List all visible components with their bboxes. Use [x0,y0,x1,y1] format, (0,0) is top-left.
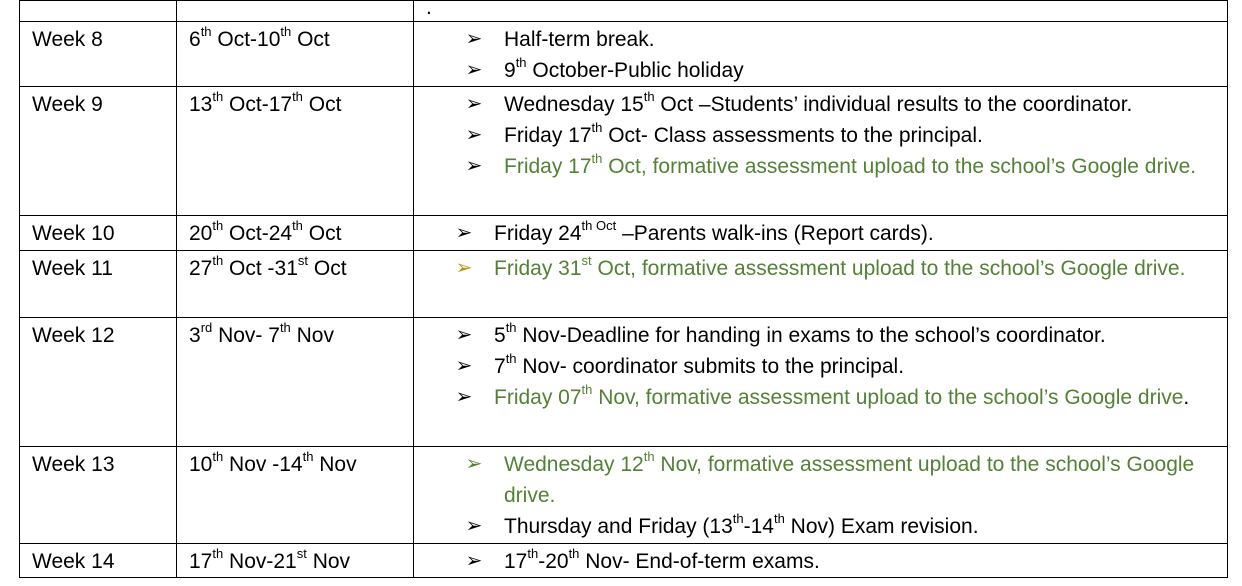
date-range: 10th Nov -14th Nov [189,449,357,476]
event-item [414,320,1227,351]
superscript: th [591,151,603,166]
event-item [414,218,1227,249]
superscript: th [505,351,517,366]
superscript: st [581,253,592,268]
event-text: Half-term break. [504,28,655,51]
superscript: th [527,546,539,561]
arrow-bullet-icon: ➢ [465,550,483,572]
superscript: st [297,253,309,268]
date-range: 13th Oct-17th Oct [189,89,342,116]
table-row [20,447,1228,544]
event-item [414,120,1227,151]
superscript: th [591,120,603,135]
cell-dates [177,1,414,22]
event-item [414,55,1227,86]
event-item [414,449,1227,511]
date-range: 3rd Nov- 7th Nov [189,320,334,347]
cell-dot: . [426,0,432,19]
event-text: 9th October-Public holiday [504,55,744,82]
superscript: th [732,511,744,526]
cell-events [414,318,1228,447]
arrow-bullet-icon: ➢ [465,93,483,115]
event-text: Friday 31st Oct, formative assessment upload to the school’s Google drive. [494,253,1186,280]
cell-dates [177,318,414,447]
cell-week [20,1,177,22]
superscript: th [212,89,224,104]
superscript: th [643,449,655,464]
superscript: th Oct [581,218,617,233]
cell-events [414,22,1228,87]
superscript: th [581,382,593,397]
week-label: Week 10 [32,222,115,245]
superscript: st [296,546,307,561]
event-item [414,89,1227,120]
arrow-bullet-icon: ➢ [455,222,473,244]
event-text: Wednesday 15th Oct –Students’ individual results to the coordinator. [504,89,1133,116]
cell-events [414,87,1228,216]
cell-events [414,447,1228,544]
arrow-bullet-icon: ➢ [465,453,483,475]
schedule-table-body [20,1,1228,578]
arrow-bullet-icon: ➢ [465,124,483,146]
table-row [20,318,1228,447]
cell-events [414,1,1228,22]
table-row [20,22,1228,87]
arrow-bullet-icon: ➢ [455,324,473,346]
cell-dates [177,544,414,578]
cell-week [20,22,177,87]
cell-dates [177,87,414,216]
event-text: Friday 17th Oct, formative assessment upload to the school’s Google drive. [504,151,1197,178]
cell-dates [177,447,414,544]
table-row [20,544,1228,578]
date-range: 17th Nov-21st Nov [189,546,351,573]
event-text: Thursday and Friday (13th-14th Nov) Exam revision. [504,511,979,538]
event-list [414,22,1227,86]
arrow-bullet-icon: ➢ [465,515,483,537]
schedule-table [19,0,1228,578]
cell-events [414,216,1228,251]
arrow-bullet-icon: ➢ [455,355,473,377]
event-list [414,216,1227,249]
event-item [414,546,1227,577]
superscript: th [643,89,655,104]
event-list [414,447,1227,542]
superscript: th [302,449,314,464]
superscript: th [773,511,785,526]
event-list [414,544,1227,577]
cell-dates [177,216,414,251]
event-item [414,511,1227,542]
cell-week [20,87,177,216]
cell-dates [177,251,414,318]
event-item [414,351,1227,382]
event-list [414,251,1227,284]
week-label: Week 12 [32,324,115,347]
superscript: th [515,55,527,70]
cell-events [414,251,1228,318]
superscript: th [212,253,224,268]
cell-week [20,447,177,544]
arrow-bullet-icon: ➢ [465,155,483,177]
superscript: th [212,546,224,561]
superscript: th [279,320,291,335]
event-item [414,151,1227,182]
superscript: th [280,24,292,39]
event-list [414,87,1227,182]
superscript: th [212,449,224,464]
superscript: th [292,218,303,233]
table-row [20,251,1228,318]
event-text: Friday 17th Oct- Class assessments to the principal. [504,120,983,147]
event-text: 7th Nov- coordinator submits to the principal. [494,351,905,378]
table-row [20,87,1228,216]
superscript: th [200,24,212,39]
week-label: Week 14 [32,550,115,573]
date-range: 27th Oct -31st Oct [189,253,347,280]
cell-dates [177,22,414,87]
date-range: 6th Oct-10th Oct [189,24,330,51]
cell-week [20,318,177,447]
event-item: ➢ Friday 07th Nov, formative assessment upload to the school’s Google drive. [414,382,1227,413]
table-row [20,216,1228,251]
superscript: th [505,320,517,335]
cell-events [414,544,1228,578]
event-text: Friday 07th Nov, formative assessment upload to the school’s Google drive [494,382,1184,409]
event-text: Wednesday 12th Nov, formative assessment upload to the school’s Google drive. [504,449,1195,507]
event-item [414,24,1227,55]
arrow-bullet-icon: ➢ [455,386,473,408]
week-label: Week 13 [32,453,115,476]
arrow-bullet-icon: ➢ [465,59,483,81]
event-list [414,318,1227,413]
week-label: Week 8 [32,28,103,51]
arrow-bullet-icon: ➢ [455,257,473,279]
table-row-top [20,1,1228,22]
cell-week [20,251,177,318]
cell-week [20,544,177,578]
week-label: Week 9 [32,93,103,116]
cell-week [20,216,177,251]
event-text: 17th-20th Nov- End-of-term exams. [504,546,820,573]
event-item [414,253,1227,284]
superscript: rd [200,320,213,335]
superscript: th [568,546,580,561]
superscript: th [212,218,224,233]
arrow-bullet-icon: ➢ [465,28,483,50]
date-range: 20th Oct-24th Oct [189,218,342,245]
superscript: th [292,89,303,104]
event-text: Friday $24^{th Oct}$ –Parents walk-ins (Report cards). [494,218,934,245]
week-label: Week 11 [32,257,113,280]
event-text: 5th Nov-Deadline for handing in exams to the school’s coordinator. [494,320,1106,347]
